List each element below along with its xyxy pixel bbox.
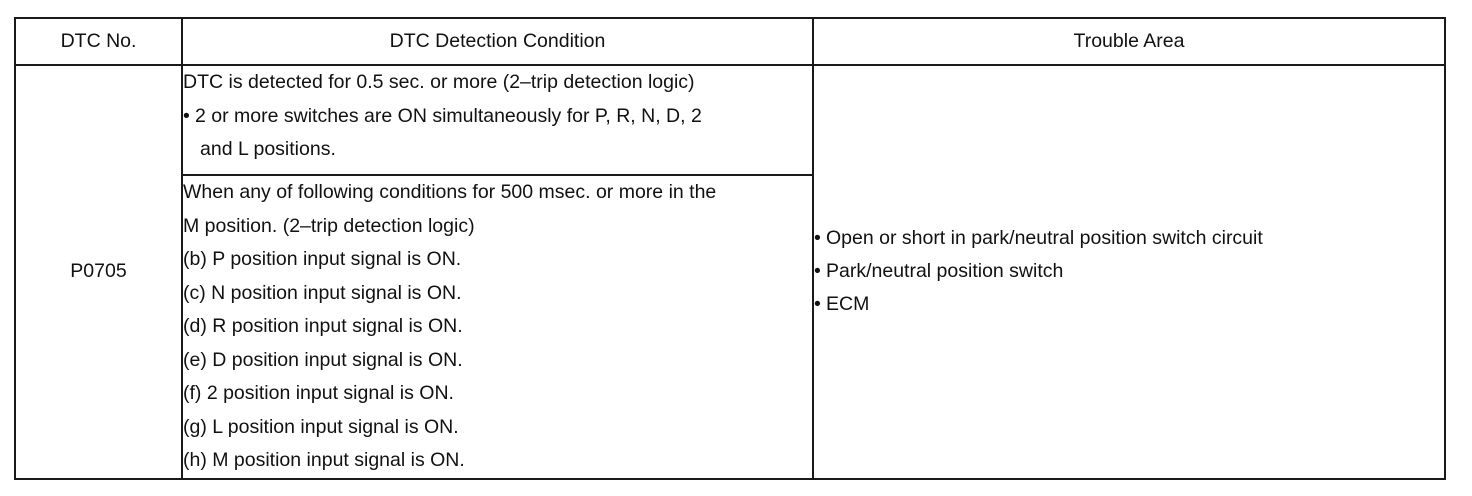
- dtc-table: [14, 17, 1446, 480]
- dtc-code-cell: P0705: [15, 65, 182, 479]
- header-detection-condition: DTC Detection Condition: [182, 18, 813, 65]
- condition-b-item: (b) P position input signal is ON.: [183, 248, 462, 270]
- table-row: [15, 65, 1445, 175]
- trouble-area-text: Park/neutral position switch: [826, 260, 1064, 283]
- bullet-icon: •: [183, 104, 190, 127]
- bullet-icon: •: [814, 293, 821, 316]
- bullet-icon: •: [814, 227, 821, 250]
- trouble-area-item: [814, 222, 1444, 255]
- condition-b-item: (d) R position input signal is ON.: [183, 315, 463, 337]
- condition-b-intro: M position. (2–trip detection logic): [183, 214, 475, 237]
- trouble-area-cell: [813, 65, 1445, 479]
- trouble-area-text: Open or short in park/neutral position switch circuit: [826, 227, 1263, 250]
- condition-a-intro: DTC is detected for 0.5 sec. or more (2–trip detection logic): [183, 71, 695, 93]
- header-trouble-area: Trouble Area: [813, 18, 1445, 65]
- trouble-area-item: [814, 288, 1444, 321]
- trouble-area-item: [814, 255, 1444, 288]
- condition-a-bullet-continuation: and L positions.: [200, 138, 336, 160]
- condition-b-item: (f) 2 position input signal is ON.: [183, 382, 454, 404]
- condition-b-item: (h) M position input signal is ON.: [183, 449, 465, 471]
- condition-a-bullet-item: [183, 100, 812, 134]
- condition-cell-a: [182, 65, 813, 175]
- condition-b-item: (g) L position input signal is ON.: [183, 415, 459, 438]
- trouble-area-text: ECM: [826, 293, 870, 316]
- condition-cell-b: [182, 175, 813, 479]
- condition-b-item: (e) D position input signal is ON.: [183, 348, 463, 371]
- condition-a-bullet-text: 2 or more switches are ON simultaneously for P, R, N, D, 2: [195, 104, 702, 127]
- header-dtc-no: DTC No.: [15, 18, 182, 65]
- condition-b-intro: When any of following conditions for 500 msec. or more in the: [183, 181, 717, 203]
- bullet-icon: •: [814, 260, 821, 283]
- header-row: [15, 18, 1445, 65]
- condition-b-item: (c) N position input signal is ON.: [183, 281, 462, 304]
